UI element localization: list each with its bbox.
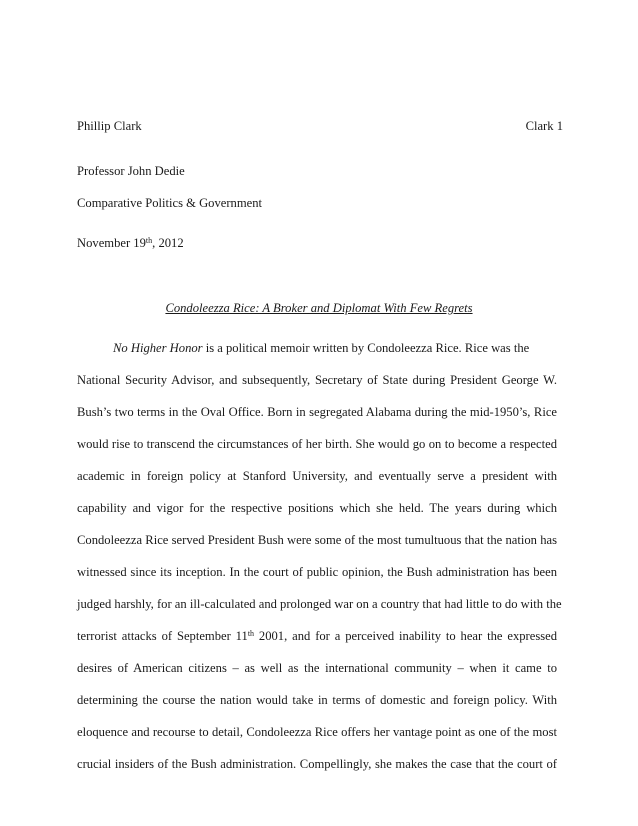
body-line-6: capability and vigor for the respective positions which she held. The years during which xyxy=(77,501,557,515)
book-title: No Higher Honor xyxy=(113,341,203,355)
body-line-5: academic in foreign policy at Stanford University, and eventually serve a president with xyxy=(77,469,557,483)
date-suffix: , 2012 xyxy=(152,236,184,250)
course-line: Comparative Politics & Government xyxy=(77,196,263,210)
body-line-2: National Security Advisor, and subsequently, Secretary of State during President George W. xyxy=(77,373,557,387)
page-number-label: Clark 1 xyxy=(525,119,563,133)
date-superscript: th xyxy=(145,236,153,245)
author-name: Phillip Clark xyxy=(77,119,142,133)
professor-line: Professor John Dedie xyxy=(77,164,185,178)
body-line-7: Condoleezza Rice served President Bush were some of the most tumultuous that the nation has xyxy=(77,533,557,547)
body-line-12: determining the course the nation would take in terms of domestic and foreign policy. With xyxy=(77,693,557,707)
date-prefix: November 19 xyxy=(77,236,146,250)
body-line-10-superscript: th xyxy=(247,629,255,638)
body-line-13: eloquence and recourse to detail, Condoleezza Rice offers her vantage point as one of the most xyxy=(77,725,557,739)
body-line-11: desires of American citizens – as well as the international community – when it came to xyxy=(77,661,557,675)
body-line-1 xyxy=(113,340,530,356)
body-line-10 xyxy=(77,628,557,644)
date-line xyxy=(77,235,563,251)
body-line-10-pre: terrorist attacks of September 11 xyxy=(77,629,248,643)
body-line-10-post: 2001, and for a perceived inability to hear the expressed xyxy=(254,629,558,643)
body-line-8: witnessed since its inception. In the court of public opinion, the Bush administration has been xyxy=(77,565,557,579)
essay-title: Condoleezza Rice: A Broker and Diplomat With Few Regrets xyxy=(165,301,473,315)
body-line-1-text: is a political memoir written by Condoleezza Rice. Rice was the xyxy=(202,341,530,355)
body-line-14: crucial insiders of the Bush administration. Compellingly, she makes the case that the court of xyxy=(77,757,557,771)
body-line-9: judged harshly, for an ill-calculated and prolonged war on a country that had little to do with the xyxy=(77,597,562,611)
running-header xyxy=(77,118,563,134)
body-line-3: Bush’s two terms in the Oval Office. Born in segregated Alabama during the mid-1950’s, Rice xyxy=(77,405,557,419)
body-line-4: would rise to transcend the circumstances of her birth. She would go on to become a respected xyxy=(77,437,557,451)
